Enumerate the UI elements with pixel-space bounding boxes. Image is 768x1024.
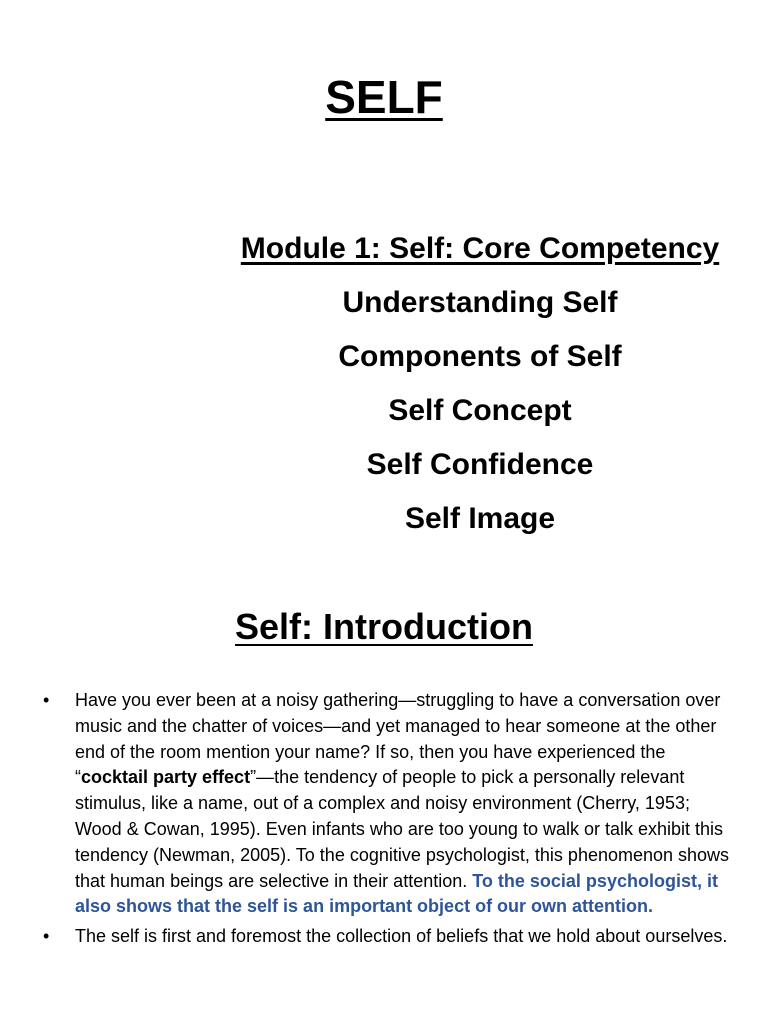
highlighted-statement: To the social psychologist, it also shows that the self is an important object of our own attention. bbox=[75, 870, 718, 917]
topic-understanding-self: Understanding Self bbox=[342, 286, 618, 319]
topic-self-concept: Self Concept bbox=[388, 394, 572, 427]
bold-term: cocktail party effect bbox=[81, 767, 251, 788]
topic-components-of-self: Components of Self bbox=[338, 340, 622, 373]
bullet-icon: • bbox=[43, 926, 50, 947]
list-item bbox=[40, 688, 740, 920]
topic-self-confidence: Self Confidence bbox=[366, 448, 594, 481]
bullet-icon: • bbox=[43, 690, 50, 710]
bullet-list bbox=[40, 688, 740, 954]
page-title: SELF bbox=[325, 71, 443, 123]
module-heading: Module 1: Self: Core Competency bbox=[240, 232, 720, 265]
topic-self-image: Self Image bbox=[404, 502, 556, 535]
bullet-text-continued: ”—the tendency of people to pick a personally relevant stimulus, like a name, out of a complex and noisy environment (Cherry, 1953; Wood & Cowan, 1995). Even infants who are too young to walk or talk exhibit this tendency (Newman, 2005). To the cognitive psychologist, this phenomenon shows that human beings are selective in their attention. bbox=[75, 767, 730, 891]
bullet-text: Have you ever been at a noisy gathering—struggling to have a conversation over music and the chatter of voices—and yet managed to hear someone at the other end of the room mention your name? If so, then you have experienced the “ bbox=[75, 690, 721, 788]
module-topic-list bbox=[210, 222, 750, 546]
section-title: Self: Introduction bbox=[235, 606, 533, 647]
bullet-text: The self is first and foremost the collection of beliefs that we hold about ourselves. bbox=[75, 926, 728, 947]
list-item bbox=[40, 924, 740, 950]
